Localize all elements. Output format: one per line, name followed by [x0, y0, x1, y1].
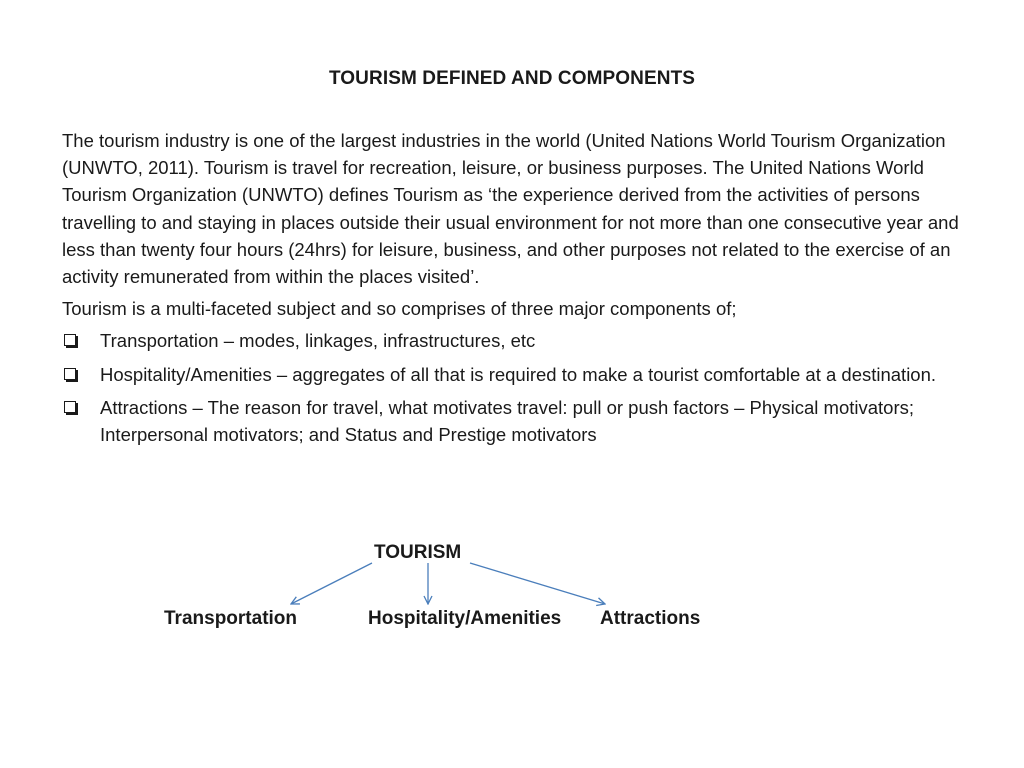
- diagram-node-attractions: Attractions: [600, 608, 701, 629]
- slide-title: TOURISM DEFINED AND COMPONENTS: [328, 68, 696, 89]
- arrow-to-transportation: [291, 563, 372, 604]
- components-list: [62, 327, 962, 448]
- list-item-text: Hospitality/Amenities – aggregates of all that is required to make a tourist comfortable at a destination.: [100, 363, 937, 385]
- list-item: [62, 327, 962, 354]
- list-item-text: Attractions – The reason for travel, what motivates travel: pull or push factors – Physical motivators; Interpersonal motivators; and Status and Prestige motivators: [100, 396, 915, 446]
- diagram-node-transportation: Transportation: [164, 608, 298, 629]
- diagram-root-label: TOURISM: [374, 542, 462, 563]
- checkbox-bullet-icon: [64, 401, 76, 413]
- diagram-node-hospitality: Hospitality/Amenities: [368, 608, 562, 629]
- checkbox-bullet-icon: [64, 334, 76, 346]
- arrow-to-attractions: [470, 563, 605, 604]
- components-intro-paragraph: Tourism is a multi-faceted subject and so comprises of three major components of;: [62, 298, 737, 320]
- list-item: [62, 394, 962, 448]
- checkbox-bullet-icon: [64, 368, 76, 380]
- body-text: [62, 127, 962, 454]
- list-item: [62, 361, 962, 388]
- list-item-text: Transportation – modes, linkages, infrastructures, etc: [100, 330, 536, 352]
- intro-paragraph: The tourism industry is one of the largest industries in the world (United Nations World Tourism Organization (UNWTO, 2011). Tourism is travel for recreation, leisure, or business purposes. The United Nations World Tourism Organization (UNWTO) defines Tourism as ‘the experience derived from the activities of persons travelling to and staying in places outside their usual environment for not more than one consecutive year and less than twenty four hours (24hrs) for leisure, business, and other purposes not related to the exercise of an activity remunerated from within the places visited’.: [62, 130, 959, 288]
